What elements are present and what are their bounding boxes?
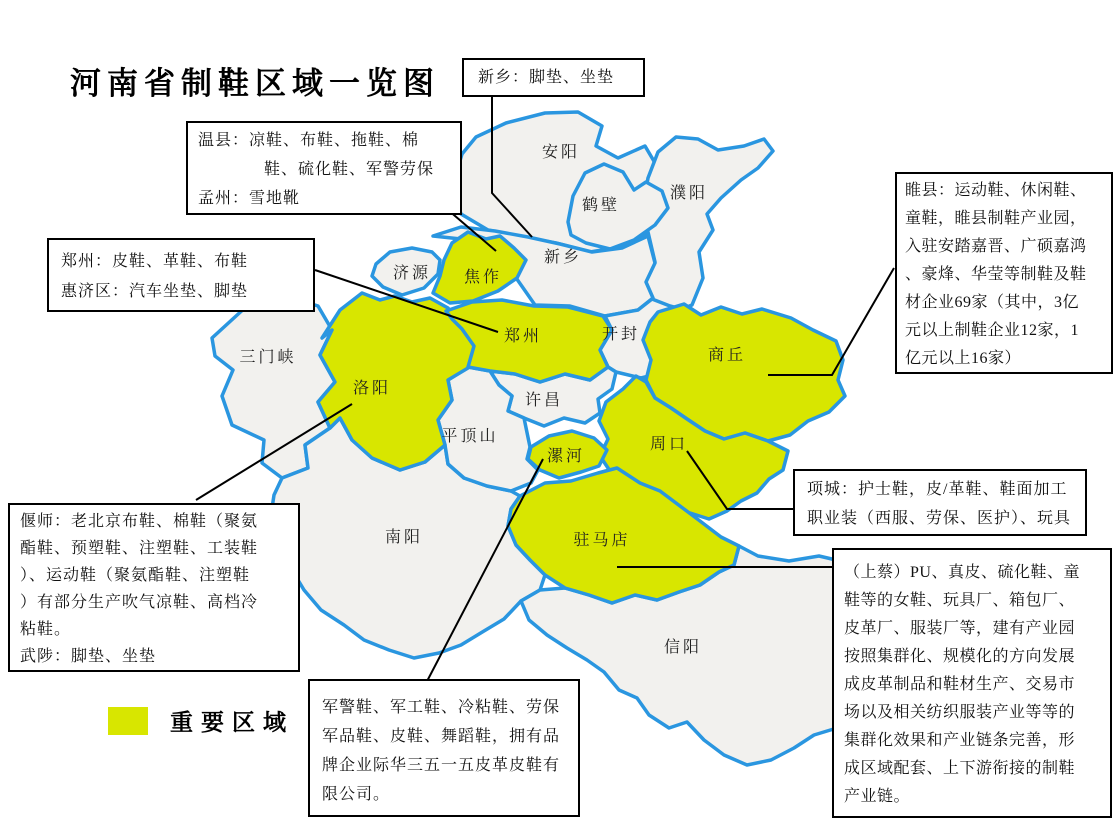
note-line: 惠济区：汽车坐垫、脚垫 [61, 283, 249, 300]
note-line: 鞋、硫化鞋、军警劳保 [264, 161, 435, 178]
note-line: 军品鞋、皮鞋、舞蹈鞋，拥有品 [322, 728, 561, 745]
note-line: 温县：凉鞋、布鞋、拖鞋、棉 [198, 132, 420, 149]
note-zhengzhou [47, 238, 315, 312]
note-line: （上蔡）PU、真皮、硫化鞋、童 [844, 564, 1080, 581]
label-xinyang: 信阳 [663, 639, 703, 656]
page-title: 河南省制鞋区域一览图 [70, 66, 440, 101]
note-line: 限公司。 [322, 786, 391, 803]
label-zhengzhou: 郑州 [503, 328, 543, 345]
note-line: 孟州：雪地靴 [198, 190, 301, 207]
note-line: 新乡：脚垫、坐垫 [478, 69, 615, 86]
note-line: 武陟：脚垫、坐垫 [20, 648, 157, 665]
label-xinxiang: 新乡 [543, 249, 583, 266]
legend-label: 重要区域 [170, 710, 294, 735]
label-luoyang: 洛阳 [352, 380, 392, 397]
note-line: 郑州：皮鞋、革鞋、布鞋 [61, 253, 249, 270]
label-xuchang: 许昌 [524, 392, 564, 409]
note-line: 粘鞋。 [20, 621, 72, 638]
note-line: 入驻安踏嘉晋、广硕嘉鸿 [905, 238, 1087, 255]
note-line: 场以及相关纺织服装产业等等的 [844, 704, 1076, 721]
label-puyang: 濮阳 [669, 185, 709, 202]
label-shangqiu: 商丘 [707, 347, 747, 364]
note-line: 成区域配套、上下游衔接的制鞋 [844, 760, 1076, 777]
note-line: 亿元以上16家） [905, 350, 1022, 367]
label-zhoukou: 周口 [649, 436, 689, 453]
label-jiyuan: 济源 [392, 265, 432, 282]
note-yanshi [8, 503, 300, 672]
region-puyang [643, 137, 773, 314]
note-line: 材企业69家（其中，3亿 [905, 294, 1080, 311]
legend-swatch [108, 707, 148, 735]
note-line: 职业装（西服、劳保、医护）、玩具 [807, 510, 1072, 527]
note-line: ）、运动鞋（聚氨酯鞋、注塑鞋 [20, 567, 251, 584]
label-jiaozuo: 焦作 [463, 269, 503, 286]
note-line: 鞋等的女鞋、玩具厂、箱包厂、 [844, 592, 1076, 609]
label-hebi: 鹤壁 [581, 197, 621, 214]
note-xiangcheng [793, 469, 1087, 536]
note-line: 皮革厂、服装厂等，建有产业园 [844, 620, 1076, 637]
note-line: 集群化效果和产业链条完善，形 [844, 732, 1076, 749]
note-line: 童鞋，睢县制鞋产业园， [905, 210, 1087, 227]
note-line: ）有部分生产吹气凉鞋、高档冷 [20, 594, 259, 611]
note-suixian [895, 172, 1113, 374]
label-pingdingshan: 平顶山 [441, 428, 499, 445]
label-sanmenxia: 三门峡 [239, 349, 297, 366]
note-line: 元以上制鞋企业12家，1 [905, 322, 1080, 339]
note-line: 军警鞋、军工鞋、冷粘鞋、劳保 [322, 699, 561, 716]
note-shangcai [832, 548, 1112, 818]
label-zhumadian: 驻马店 [573, 532, 631, 549]
note-line: 睢县：运动鞋、休闲鞋、 [905, 182, 1087, 199]
note-line: 按照集群化、规模化的方向发展 [844, 648, 1076, 665]
note-junjing [308, 679, 580, 817]
note-wenxian [186, 121, 462, 215]
note-line: 偃师：老北京布鞋、棉鞋（聚氨 [20, 513, 259, 530]
note-line: 牌企业际华三五一五皮革皮鞋有 [322, 757, 561, 774]
note-line: 、豪烽、华莹等制鞋及鞋 [905, 266, 1087, 283]
note-line: 项城：护士鞋，皮/革鞋、鞋面加工 [807, 481, 1068, 498]
label-anyang: 安阳 [541, 144, 581, 161]
note-xinxiang [462, 58, 645, 97]
note-line: 成皮革制品和鞋材生产、交易市 [844, 676, 1076, 693]
note-line: 酯鞋、预塑鞋、注塑鞋、工装鞋 [20, 540, 259, 557]
label-kaifeng: 开封 [601, 326, 641, 343]
label-luohe: 漯河 [546, 448, 586, 465]
note-line: 产业链。 [844, 788, 911, 805]
label-nanyang: 南阳 [384, 529, 424, 546]
